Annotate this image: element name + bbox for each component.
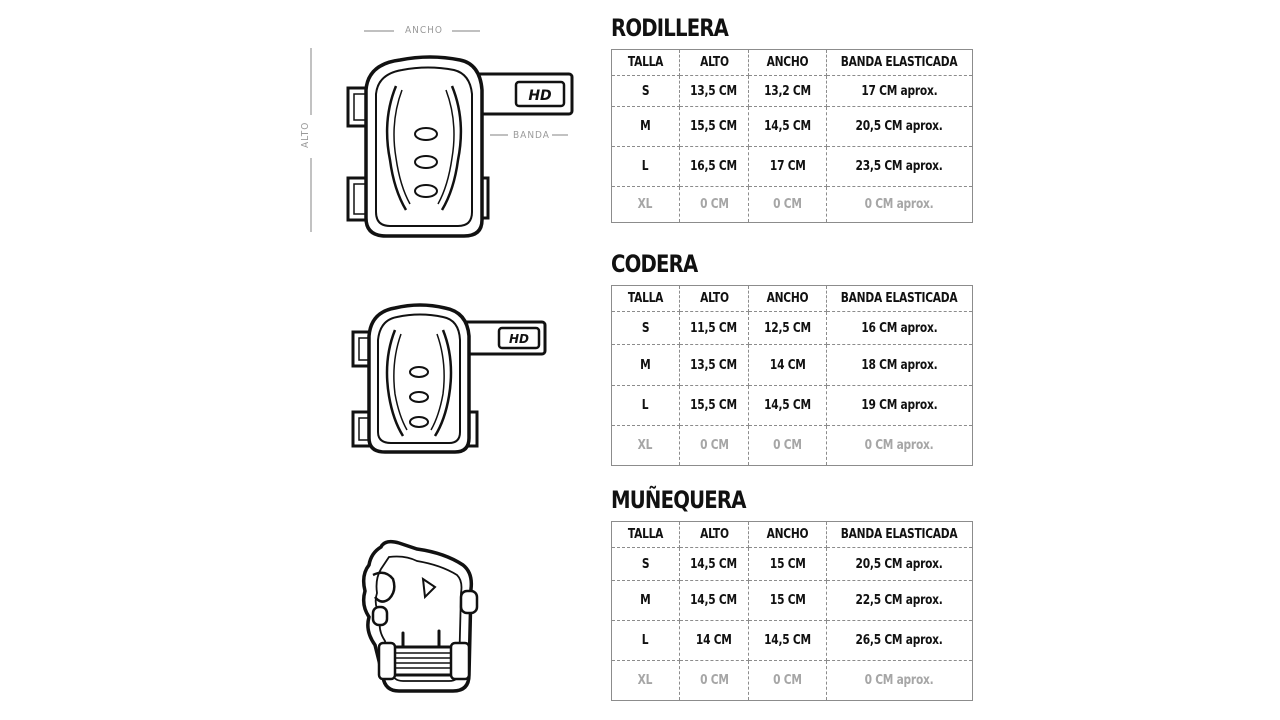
section-title: CODERA [611, 250, 698, 278]
cell-talla: XL [612, 187, 680, 223]
wrist-guard-illustration [355, 535, 495, 700]
table-row [612, 147, 973, 187]
table-row [612, 426, 973, 466]
cell-ancho: 17 CM [749, 147, 827, 187]
cell-alto: 16,5 CM [679, 147, 749, 187]
cell-banda: 17 CM aprox. [827, 76, 973, 107]
section-title: RODILLERA [611, 14, 729, 42]
column-header-alto: ALTO [679, 50, 749, 76]
section-rodillera [611, 12, 973, 228]
size-table [611, 285, 973, 466]
cell-banda: 20,5 CM aprox. [827, 107, 973, 147]
cell-alto: 15,5 CM [679, 107, 749, 147]
hd-logo-icon: HD [508, 332, 530, 346]
cell-talla: L [612, 621, 680, 661]
cell-ancho: 13,2 CM [749, 76, 827, 107]
cell-banda: 19 CM aprox. [827, 386, 973, 426]
table-row [612, 621, 973, 661]
table-row [612, 187, 973, 223]
cell-banda: 23,5 CM aprox. [827, 147, 973, 187]
cell-ancho: 15 CM [749, 581, 827, 621]
column-header-alto: ALTO [679, 286, 749, 312]
table-row [612, 581, 973, 621]
column-header-talla: TALLA [612, 522, 680, 548]
table-row [612, 76, 973, 107]
cell-talla: M [612, 107, 680, 147]
cell-talla: XL [612, 661, 680, 701]
table-row [612, 107, 973, 147]
column-header-ancho: ANCHO [749, 522, 827, 548]
table-row [612, 661, 973, 701]
cell-alto: 0 CM [679, 661, 749, 701]
cell-banda: 0 CM aprox. [827, 187, 973, 223]
cell-alto: 15,5 CM [679, 386, 749, 426]
column-header-talla: TALLA [612, 286, 680, 312]
cell-ancho: 14,5 CM [749, 621, 827, 661]
height-dimension-label: ALTO [300, 121, 311, 148]
cell-alto: 13,5 CM [679, 76, 749, 107]
cell-ancho: 14,5 CM [749, 386, 827, 426]
column-header-talla: TALLA [612, 50, 680, 76]
cell-talla: L [612, 386, 680, 426]
section-codera [611, 248, 973, 466]
column-header-banda: BANDA ELASTICADA [827, 286, 973, 312]
table-row [612, 312, 973, 345]
table-row [612, 548, 973, 581]
cell-talla: M [612, 581, 680, 621]
knee-pad-illustration [340, 50, 580, 240]
table-header-row [612, 522, 973, 548]
cell-ancho: 14 CM [749, 345, 827, 386]
cell-talla: S [612, 548, 680, 581]
column-header-ancho: ANCHO [749, 50, 827, 76]
cell-ancho: 0 CM [749, 426, 827, 466]
section-munequera [611, 484, 973, 704]
cell-talla: L [612, 147, 680, 187]
cell-ancho: 0 CM [749, 661, 827, 701]
cell-alto: 0 CM [679, 426, 749, 466]
size-table [611, 521, 973, 701]
cell-banda: 18 CM aprox. [827, 345, 973, 386]
column-header-banda: BANDA ELASTICADA [827, 522, 973, 548]
cell-alto: 0 CM [679, 187, 749, 223]
table-row [612, 386, 973, 426]
cell-talla: M [612, 345, 680, 386]
cell-banda: 20,5 CM aprox. [827, 548, 973, 581]
hd-logo-icon: HD [528, 88, 552, 104]
cell-banda: 16 CM aprox. [827, 312, 973, 345]
cell-banda: 0 CM aprox. [827, 661, 973, 701]
cell-talla: S [612, 312, 680, 345]
cell-banda: 26,5 CM aprox. [827, 621, 973, 661]
table-header-row [612, 286, 973, 312]
cell-banda: 22,5 CM aprox. [827, 581, 973, 621]
cell-ancho: 15 CM [749, 548, 827, 581]
cell-alto: 13,5 CM [679, 345, 749, 386]
cell-ancho: 0 CM [749, 187, 827, 223]
elbow-pad-illustration [345, 300, 555, 460]
cell-ancho: 14,5 CM [749, 107, 827, 147]
cell-talla: XL [612, 426, 680, 466]
table-header-row [612, 50, 973, 76]
section-title: MUÑEQUERA [611, 486, 746, 514]
cell-alto: 14 CM [679, 621, 749, 661]
cell-alto: 14,5 CM [679, 581, 749, 621]
column-header-alto: ALTO [679, 522, 749, 548]
table-row [612, 345, 973, 386]
width-dimension-label: ANCHO [405, 25, 444, 36]
cell-alto: 14,5 CM [679, 548, 749, 581]
column-header-banda: BANDA ELASTICADA [827, 50, 973, 76]
band-dimension-label: BANDA [513, 130, 550, 141]
column-header-ancho: ANCHO [749, 286, 827, 312]
cell-alto: 11,5 CM [679, 312, 749, 345]
cell-ancho: 12,5 CM [749, 312, 827, 345]
cell-banda: 0 CM aprox. [827, 426, 973, 466]
cell-talla: S [612, 76, 680, 107]
size-table [611, 49, 973, 223]
